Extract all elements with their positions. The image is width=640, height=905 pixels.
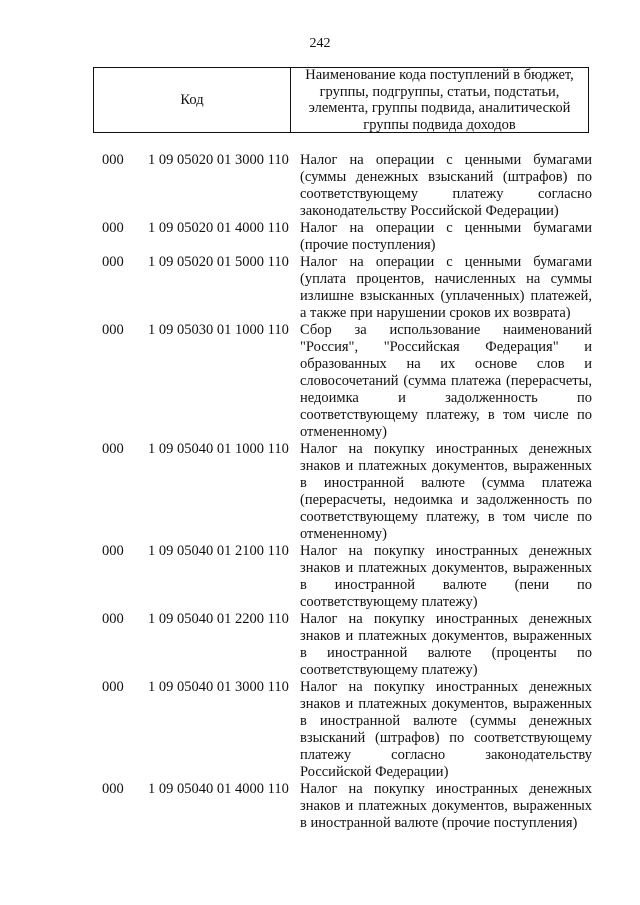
- revenue-name: [300, 254, 592, 322]
- revenue-name-line: Налог на покупку иностранных денежных: [300, 543, 592, 559]
- revenue-name-line: соответствующему платежу, в том числе по: [300, 407, 592, 423]
- admin-code: 000: [102, 781, 124, 797]
- revenue-name-line: излишне взысканных (уплаченных) платежей,: [300, 288, 592, 304]
- revenue-name: [300, 220, 592, 254]
- header-name-label: Наименование кода поступлений в бюджет, группы, подгруппы, статьи, подстатьи, элемента, группы подвида, аналитической группы подвида доходов: [305, 67, 574, 133]
- page-number: 242: [309, 36, 331, 51]
- admin-code: 000: [102, 220, 124, 236]
- admin-code: 000: [102, 543, 124, 559]
- revenue-code: 1 09 05040 01 2200 110: [148, 611, 289, 627]
- admin-code: 000: [102, 611, 124, 627]
- table-row: [0, 152, 640, 220]
- revenue-name-line: Налог на покупку иностранных денежных: [300, 781, 592, 797]
- revenue-name-line: соответствующему платежу): [300, 662, 478, 678]
- revenue-name-line: в иностранной валюте (суммы денежных: [300, 713, 592, 729]
- revenue-name-line: Налог на операции с ценными бумагами: [300, 152, 592, 168]
- revenue-name-line: Налог на операции с ценными бумагами: [300, 220, 592, 236]
- revenue-name: [300, 611, 592, 679]
- table-row: [0, 781, 640, 832]
- revenue-name-line: образованных на их основе слов и: [300, 356, 592, 372]
- table-row: [0, 441, 640, 543]
- revenue-name-line: знаков и платежных документов, выраженных: [300, 628, 592, 644]
- revenue-code: 1 09 05020 01 5000 110: [148, 254, 289, 270]
- revenue-name-line: (суммы денежных взысканий (штрафов) по: [300, 169, 592, 185]
- revenue-name-line: знаков и платежных документов, выраженных: [300, 560, 592, 576]
- admin-code: 000: [102, 152, 124, 168]
- revenue-name-line: знаков и платежных документов, выраженных: [300, 798, 592, 814]
- revenue-name-line: в иностранной валюте (прочие поступления): [300, 815, 578, 831]
- revenue-name: [300, 441, 592, 543]
- header-code-label: Код: [94, 68, 291, 132]
- revenue-name-line: недоимка и задолженность по: [300, 390, 592, 406]
- revenue-name: [300, 152, 592, 220]
- revenue-name-line: (перерасчеты, недоимка и задолженность по: [300, 492, 592, 508]
- revenue-name-line: словосочетаний (сумма платежа (перерасчеты,: [300, 373, 592, 389]
- revenue-name-line: платежу согласно законодательству: [300, 747, 592, 763]
- table-row: [0, 679, 640, 781]
- revenue-name-line: Налог на покупку иностранных денежных: [300, 611, 592, 627]
- revenue-name-line: соответствующему платежу): [300, 594, 478, 610]
- revenue-name-line: соответствующему платежу согласно: [300, 186, 592, 202]
- revenue-name: [300, 679, 592, 781]
- revenue-name-line: Налог на покупку иностранных денежных: [300, 441, 592, 457]
- revenue-name: [300, 781, 592, 832]
- revenue-name-line: соответствующему платежу, в том числе по: [300, 509, 592, 525]
- table-row: [0, 254, 640, 322]
- table-row: [0, 220, 640, 254]
- revenue-name-line: в иностранной валюте (пени по: [300, 577, 592, 593]
- revenue-name-line: Налог на покупку иностранных денежных: [300, 679, 592, 695]
- table-body: [0, 152, 640, 832]
- admin-code: 000: [102, 322, 124, 338]
- revenue-name: [300, 322, 592, 441]
- revenue-name-line: (прочие поступления): [300, 237, 436, 253]
- revenue-code: 1 09 05040 01 4000 110: [148, 781, 289, 797]
- revenue-code: 1 09 05040 01 1000 110: [148, 441, 289, 457]
- revenue-name-line: Российской Федерации): [300, 764, 449, 780]
- revenue-name-line: отмененному): [300, 526, 387, 542]
- table-row: [0, 322, 640, 441]
- revenue-code: 1 09 05020 01 4000 110: [148, 220, 289, 236]
- revenue-name: [300, 543, 592, 611]
- revenue-name-line: знаков и платежных документов, выраженных: [300, 696, 592, 712]
- revenue-code: 1 09 05020 01 3000 110: [148, 152, 289, 168]
- table-header: [93, 67, 589, 133]
- revenue-name-line: Налог на операции с ценными бумагами: [300, 254, 592, 270]
- revenue-code: 1 09 05040 01 2100 110: [148, 543, 289, 559]
- admin-code: 000: [102, 441, 124, 457]
- revenue-name-line: (уплата процентов, начисленных на суммы: [300, 271, 592, 287]
- revenue-name-line: отмененному): [300, 424, 387, 440]
- revenue-name-line: Сбор за использование наименований: [300, 322, 592, 338]
- admin-code: 000: [102, 679, 124, 695]
- revenue-name-line: знаков и платежных документов, выраженных: [300, 458, 592, 474]
- admin-code: 000: [102, 254, 124, 270]
- revenue-name-line: "Россия", "Российская Федерация" и: [300, 339, 592, 355]
- revenue-code: 1 09 05040 01 3000 110: [148, 679, 289, 695]
- revenue-name-line: законодательству Российской Федерации): [300, 203, 559, 219]
- revenue-name-line: а также при нарушении сроков их возврата): [300, 305, 571, 321]
- revenue-name-line: в иностранной валюте (сумма платежа: [300, 475, 592, 491]
- revenue-name-line: в иностранной валюте (проценты по: [300, 645, 592, 661]
- revenue-name-line: взысканий (штрафов) по соответствующему: [300, 730, 592, 746]
- table-row: [0, 543, 640, 611]
- table-row: [0, 611, 640, 679]
- revenue-code: 1 09 05030 01 1000 110: [148, 322, 289, 338]
